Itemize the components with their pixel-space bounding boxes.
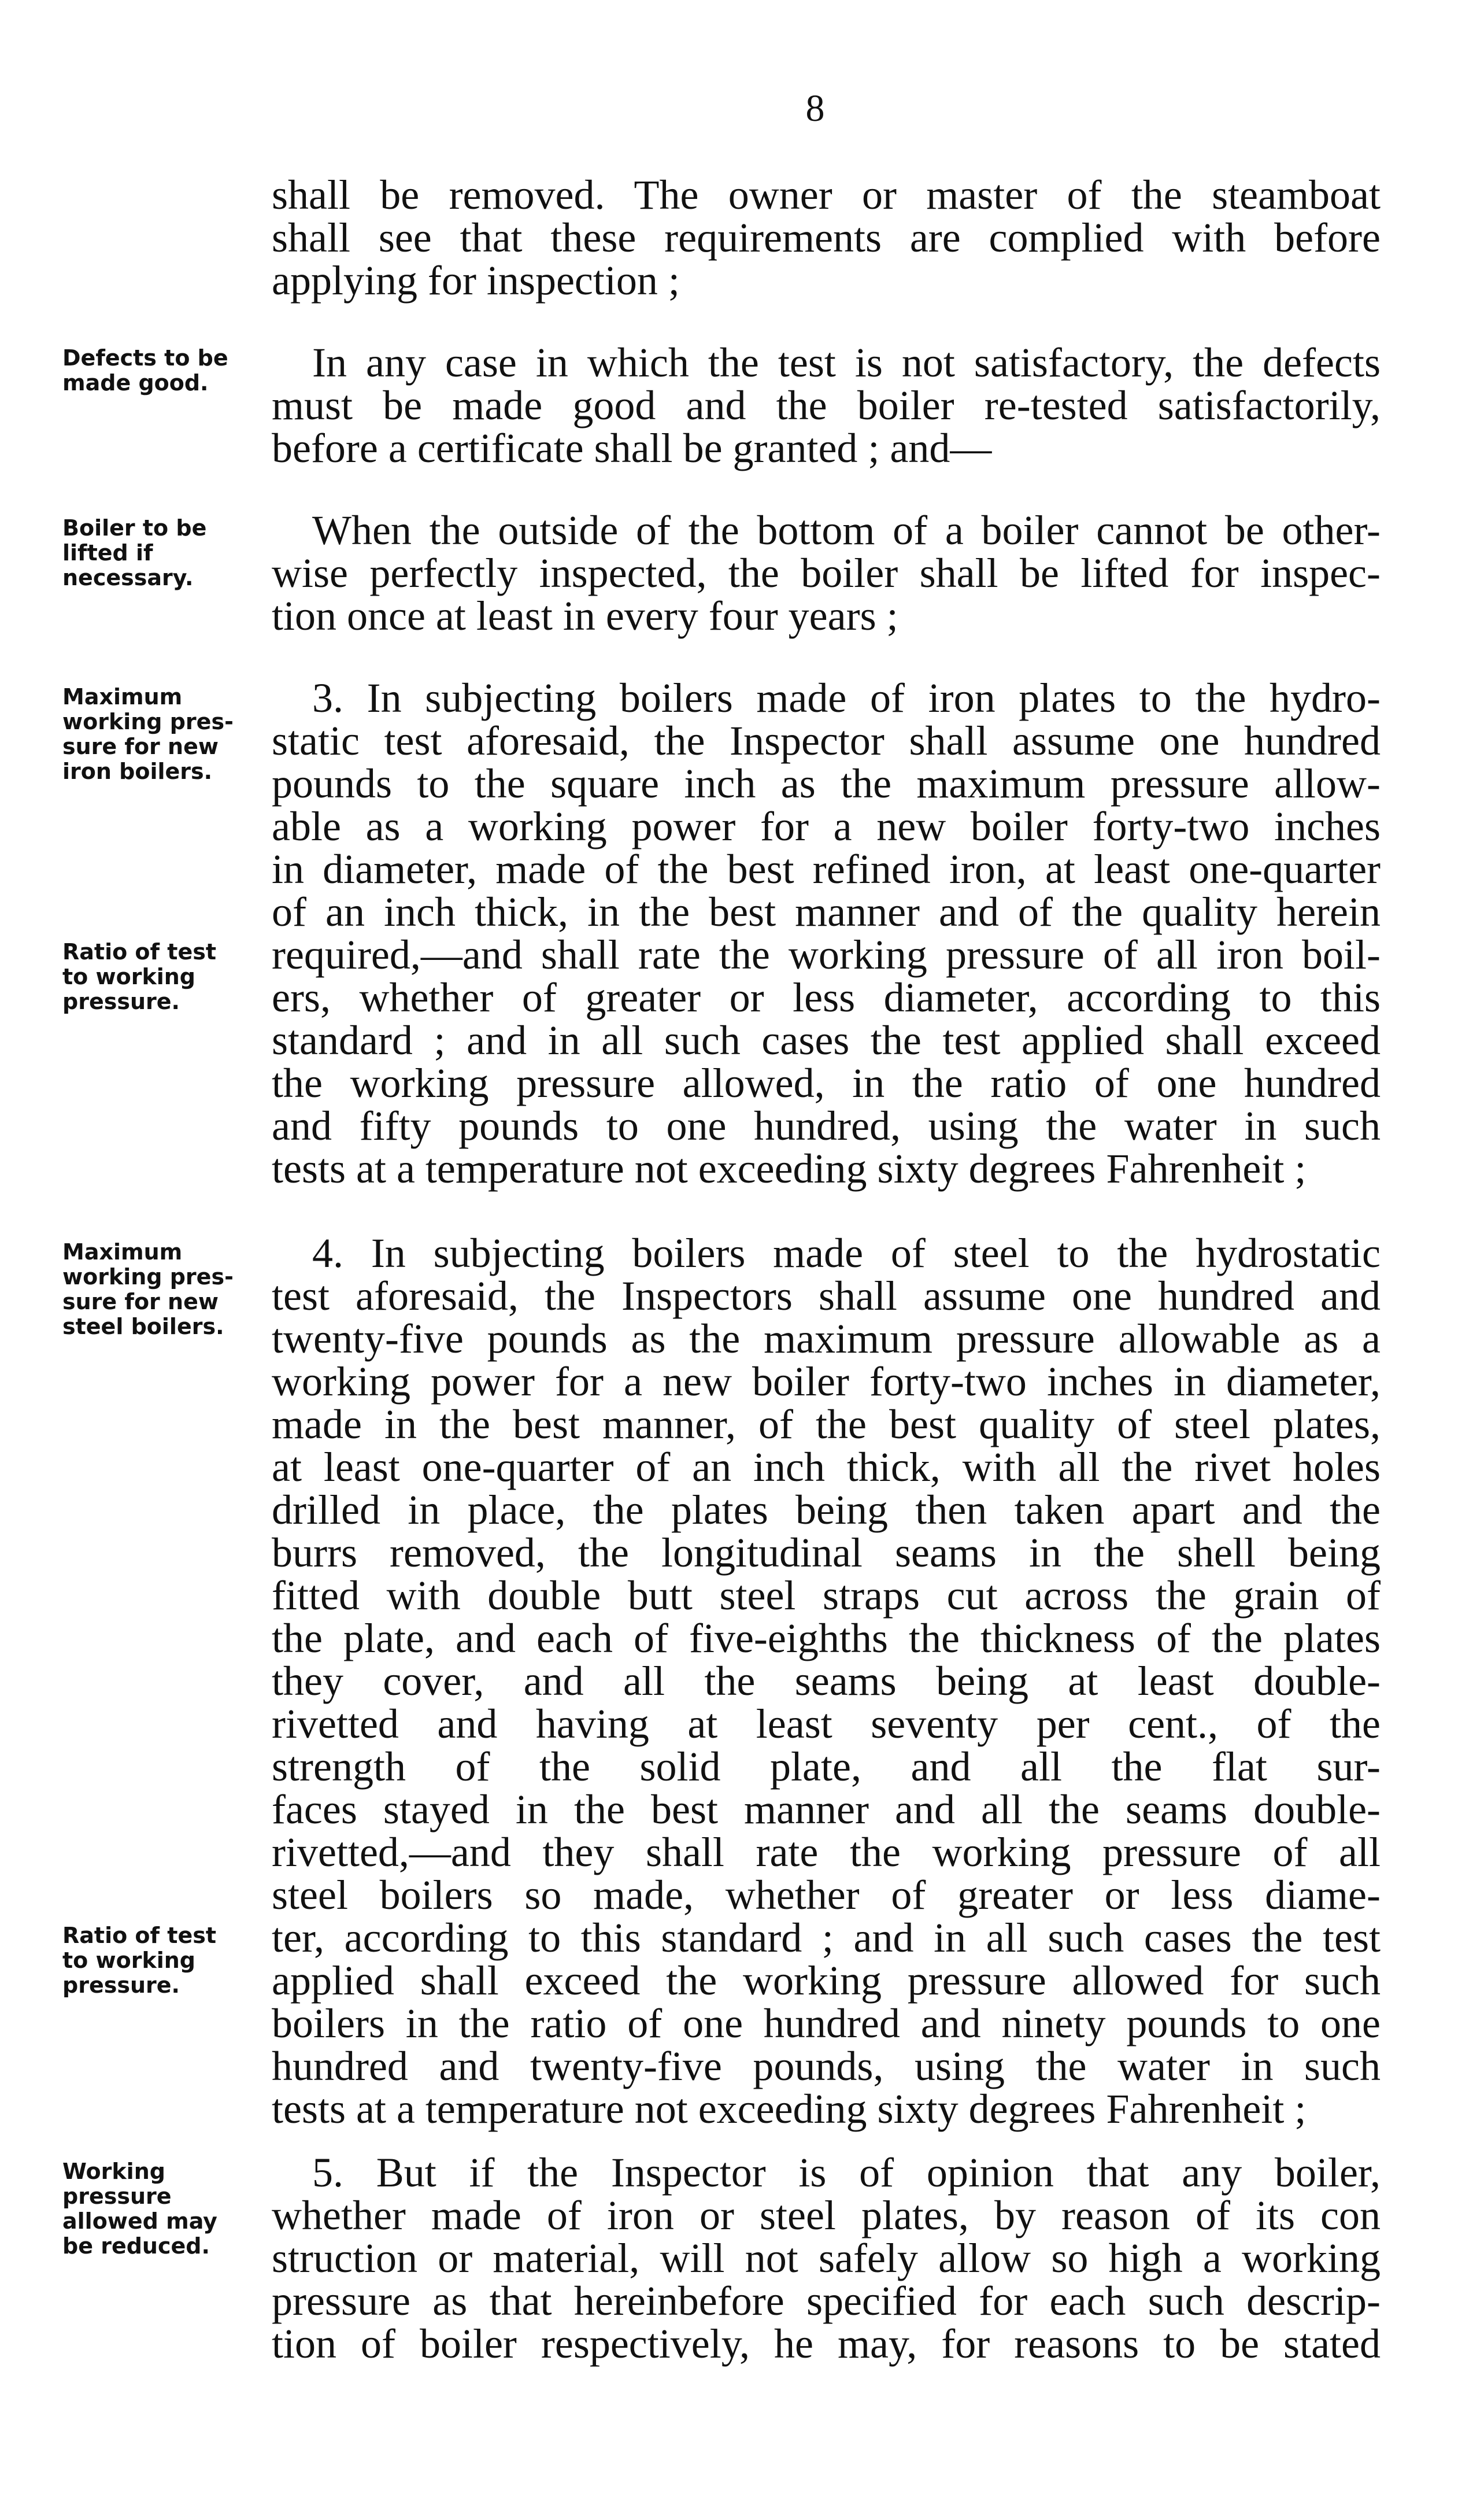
- margin-note-line: lifted if: [62, 540, 153, 566]
- text-line: shall be removed. The owner or master of the steamboat: [272, 172, 1381, 218]
- text-line: steel boilers so made, whether of greater or less diame-: [272, 1872, 1381, 1918]
- text-line: applied shall exceed the working pressure allowed for such: [272, 1957, 1381, 2004]
- margin-note-line: sure for new: [62, 734, 219, 759]
- margin-note-line: necessary.: [62, 565, 194, 590]
- text-line: drilled in place, the plates being then taken apart and the: [272, 1487, 1381, 1533]
- text-line: the plate, and each of five-eighths the thickness of the plates: [272, 1615, 1381, 1661]
- text-line: they cover, and all the seams being at least double-: [272, 1658, 1381, 1704]
- text-line: twenty-five pounds as the maximum pressure allowable as a: [272, 1316, 1381, 1362]
- margin-note-line: Boiler to be: [62, 515, 207, 541]
- margin-note-line: working pres-: [62, 709, 234, 734]
- text-line: ter, according to this standard ; and in all such cases the test: [272, 1915, 1381, 1961]
- text-line: of an inch thick, in the best manner and of the quality herein: [272, 889, 1381, 935]
- margin-note-line: pressure.: [62, 989, 180, 1014]
- margin-note: [62, 1923, 253, 1998]
- text-line: test aforesaid, the Inspectors shall assume one hundred and: [272, 1273, 1381, 1319]
- margin-note-line: steel boilers.: [62, 1314, 224, 1339]
- text-line: applying for inspection ;: [272, 257, 680, 304]
- text-line: standard ; and in all such cases the test applied shall exceed: [272, 1017, 1381, 1063]
- text-line: 3. In subjecting boilers made of iron plates to the hydro-: [312, 675, 1381, 721]
- text-line: ers, whether of greater or less diameter, according to this: [272, 974, 1381, 1021]
- margin-note-line: pressure: [62, 2184, 172, 2209]
- margin-note-line: Maximum: [62, 1239, 183, 1265]
- text-line: When the outside of the bottom of a boiler cannot be other-: [312, 507, 1381, 553]
- margin-note-line: made good.: [62, 370, 209, 396]
- text-line: faces stayed in the best manner and all the seams double-: [272, 1786, 1381, 1833]
- margin-note-line: to working: [62, 1948, 196, 1973]
- text-line: wise perfectly inspected, the boiler shall be lifted for inspec-: [272, 550, 1381, 596]
- paragraph-body: [272, 2151, 1381, 2365]
- text-line: strength of the solid plate, and all the flat sur-: [272, 1743, 1381, 1790]
- margin-note-line: Ratio of test: [62, 1923, 217, 1948]
- margin-note-line: Ratio of test: [62, 939, 217, 965]
- text-line: fitted with double butt steel straps cut across the grain of: [272, 1572, 1381, 1619]
- text-line: In any case in which the test is not satisfactory, the defects: [312, 339, 1381, 386]
- text-line: 5. But if the Inspector is of opinion that any boiler,: [312, 2149, 1381, 2196]
- text-line: tion of boiler respectively, he may, for reasons to be stated: [272, 2321, 1381, 2367]
- margin-note: [62, 1240, 253, 1339]
- text-line: tion once at least in every four years ;: [272, 593, 898, 639]
- text-line: able as a working power for a new boiler forty-two inches: [272, 803, 1381, 849]
- text-line: tests at a temperature not exceeding sixty degrees Fahrenheit ;: [272, 1146, 1307, 1192]
- text-line: rivetted,—and they shall rate the working pressure of all: [272, 1829, 1381, 1875]
- margin-note-line: Defects to be: [62, 345, 228, 371]
- margin-note-line: Maximum: [62, 684, 183, 710]
- text-line: static test aforesaid, the Inspector shall assume one hundred: [272, 718, 1381, 764]
- text-line: required,—and shall rate the working pressure of all iron boil-: [272, 932, 1381, 978]
- margin-note: [62, 685, 253, 784]
- paragraph-body: [272, 173, 1381, 302]
- paragraph-body: [272, 677, 1381, 1190]
- paragraph-body: [272, 1232, 1381, 2130]
- text-line: must be made good and the boiler re-tested satisfactorily,: [272, 382, 1381, 428]
- text-line: rivetted and having at least seventy per cent., of the: [272, 1701, 1381, 1747]
- margin-note-line: to working: [62, 964, 196, 989]
- text-line: whether made of iron or steel plates, by reason of its con: [272, 2192, 1381, 2238]
- text-line: in diameter, made of the best refined iron, at least one-quarter: [272, 846, 1381, 892]
- text-line: the working pressure allowed, in the ratio of one hundred: [272, 1060, 1381, 1106]
- text-line: pounds to the square inch as the maximum pressure allow-: [272, 760, 1381, 807]
- margin-note-line: Working: [62, 2159, 165, 2184]
- page-number: 8: [805, 87, 825, 130]
- text-line: made in the best manner, of the best quality of steel plates,: [272, 1401, 1381, 1447]
- margin-note-line: allowed may: [62, 2208, 217, 2234]
- text-line: boilers in the ratio of one hundred and ninety pounds to one: [272, 2000, 1381, 2046]
- margin-note-line: sure for new: [62, 1289, 219, 1314]
- margin-note: [62, 346, 253, 396]
- text-line: hundred and twenty-five pounds, using the water in such: [272, 2043, 1381, 2089]
- margin-note: [62, 940, 253, 1014]
- text-line: and fifty pounds to one hundred, using the water in such: [272, 1103, 1381, 1149]
- margin-note-line: iron boilers.: [62, 759, 213, 784]
- margin-note: [62, 2159, 253, 2259]
- margin-note-line: pressure.: [62, 1972, 180, 1998]
- paragraph-body: [272, 341, 1381, 470]
- text-line: at least one-quarter of an inch thick, with all the rivet holes: [272, 1444, 1381, 1490]
- text-line: pressure as that hereinbefore specified for each such descrip-: [272, 2278, 1381, 2324]
- text-line: tests at a temperature not exceeding sixty degrees Fahrenheit ;: [272, 2086, 1307, 2132]
- text-line: burrs removed, the longitudinal seams in the shell being: [272, 1530, 1381, 1576]
- paragraph-body: [272, 509, 1381, 637]
- text-line: working power for a new boiler forty-two inches in diameter,: [272, 1358, 1381, 1405]
- text-line: 4. In subjecting boilers made of steel to the hydrostatic: [312, 1230, 1381, 1276]
- text-line: before a certificate shall be granted ; and—: [272, 425, 992, 471]
- text-line: struction or material, will not safely allow so high a working: [272, 2235, 1381, 2281]
- margin-note-line: working pres-: [62, 1264, 234, 1290]
- margin-note: [62, 516, 253, 590]
- margin-note-line: be reduced.: [62, 2233, 210, 2259]
- text-line: shall see that these requirements are complied with before: [272, 215, 1381, 261]
